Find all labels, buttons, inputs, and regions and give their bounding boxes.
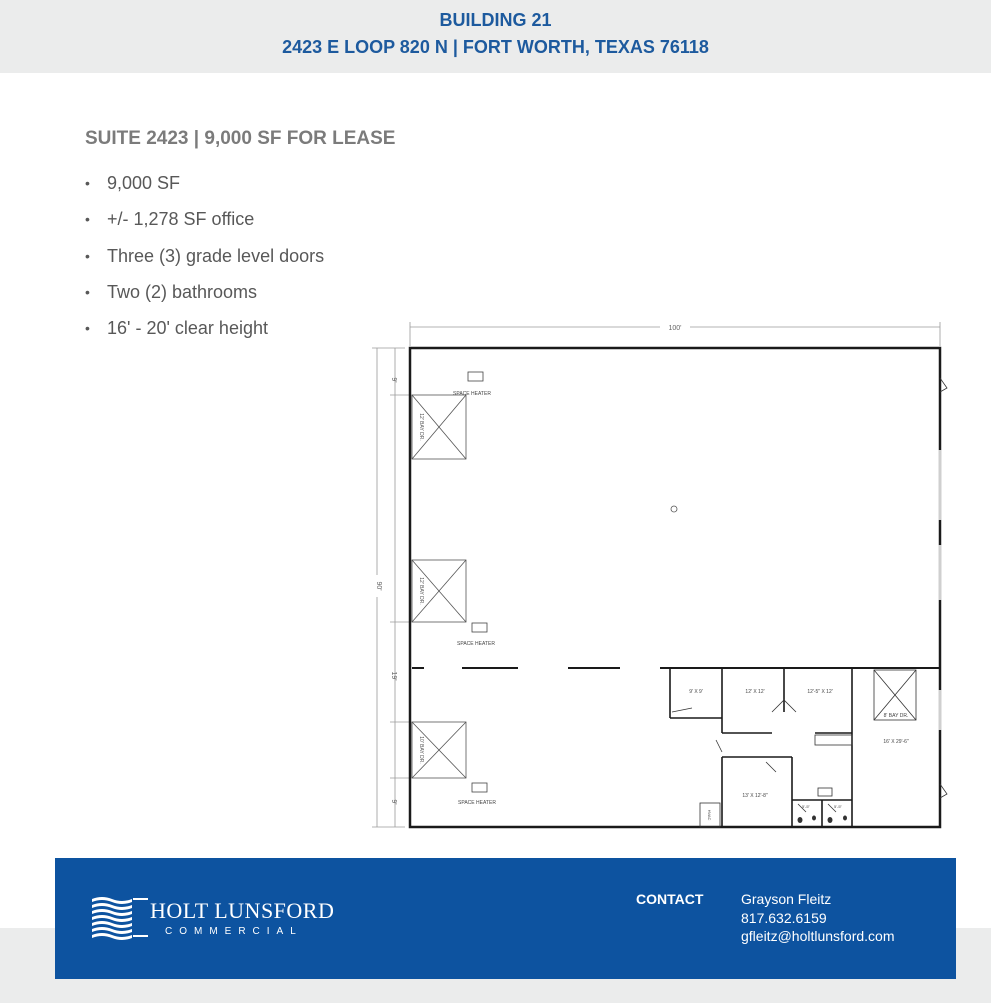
page-header [0, 0, 991, 73]
feature-item: • 9,000 SF [85, 173, 181, 193]
feature-item: • Three (3) grade level doors [85, 245, 325, 266]
building-address: 2423 E LOOP 820 N | FORT WORTH, TEXAS 76118 [282, 37, 709, 57]
bay-door-label: 12' BAY DR. [418, 413, 424, 441]
segment-label-top: 9' [390, 377, 397, 383]
holt-lunsford-logo-icon [92, 895, 148, 941]
height-dimension-label: 90' [375, 581, 382, 591]
contact-label: CONTACT [636, 891, 704, 907]
feature-item: • +/- 1,278 SF office [85, 209, 255, 230]
room-label: 16' X 29'-6" [883, 739, 909, 745]
width-dimension-label: 100' [668, 325, 682, 332]
bullet-icon: • [85, 283, 90, 300]
feature-item: • Two (2) bathrooms [85, 281, 258, 302]
room-label: 9' X 9' [689, 689, 703, 695]
bullet-icon: • [85, 211, 90, 228]
hvac-label: HVAC [707, 809, 712, 821]
room-label: 12' X 12' [745, 689, 765, 695]
bay-door-label-east: 8' BAY DR. [883, 713, 909, 719]
room-label: 5'-5" [834, 804, 842, 809]
segment-label-mid: 19' [390, 671, 397, 681]
room-label: 13' X 12'-8" [742, 793, 768, 799]
space-heater-label: SPACE HEATER [458, 800, 496, 806]
contact-phone[interactable]: 817.632.6159 [741, 909, 827, 926]
logo-name: HOLT LUNSFORD [150, 898, 335, 923]
feature-list [85, 171, 324, 352]
room-label: 5'-5" [802, 804, 810, 809]
bay-door-label: 12' BAY DR. [418, 577, 424, 605]
bullet-icon: • [85, 320, 90, 337]
contact-email[interactable]: gfleitz@holtlunsford.com [741, 928, 895, 944]
bullet-icon: • [85, 247, 90, 264]
footer-banner [55, 858, 956, 979]
segment-label-bottom: 9' [390, 799, 397, 805]
contact-details [741, 890, 895, 946]
suite-heading: SUITE 2423 | 9,000 SF FOR LEASE [85, 128, 396, 149]
space-heater-label: SPACE HEATER [453, 391, 491, 397]
floor-plan [370, 320, 960, 835]
logo-subtitle: COMMERCIAL [165, 926, 303, 937]
bullet-icon: • [85, 175, 90, 191]
contact-name: Grayson Fleitz [741, 891, 832, 907]
bay-door-label: 10' BAY DR. [418, 736, 424, 764]
space-heater-label: SPACE HEATER [457, 641, 495, 647]
feature-item: • 16' - 20' clear height [85, 318, 268, 339]
building-title: BUILDING 21 [439, 10, 552, 30]
room-label: 12'-5" X 12' [807, 689, 833, 695]
